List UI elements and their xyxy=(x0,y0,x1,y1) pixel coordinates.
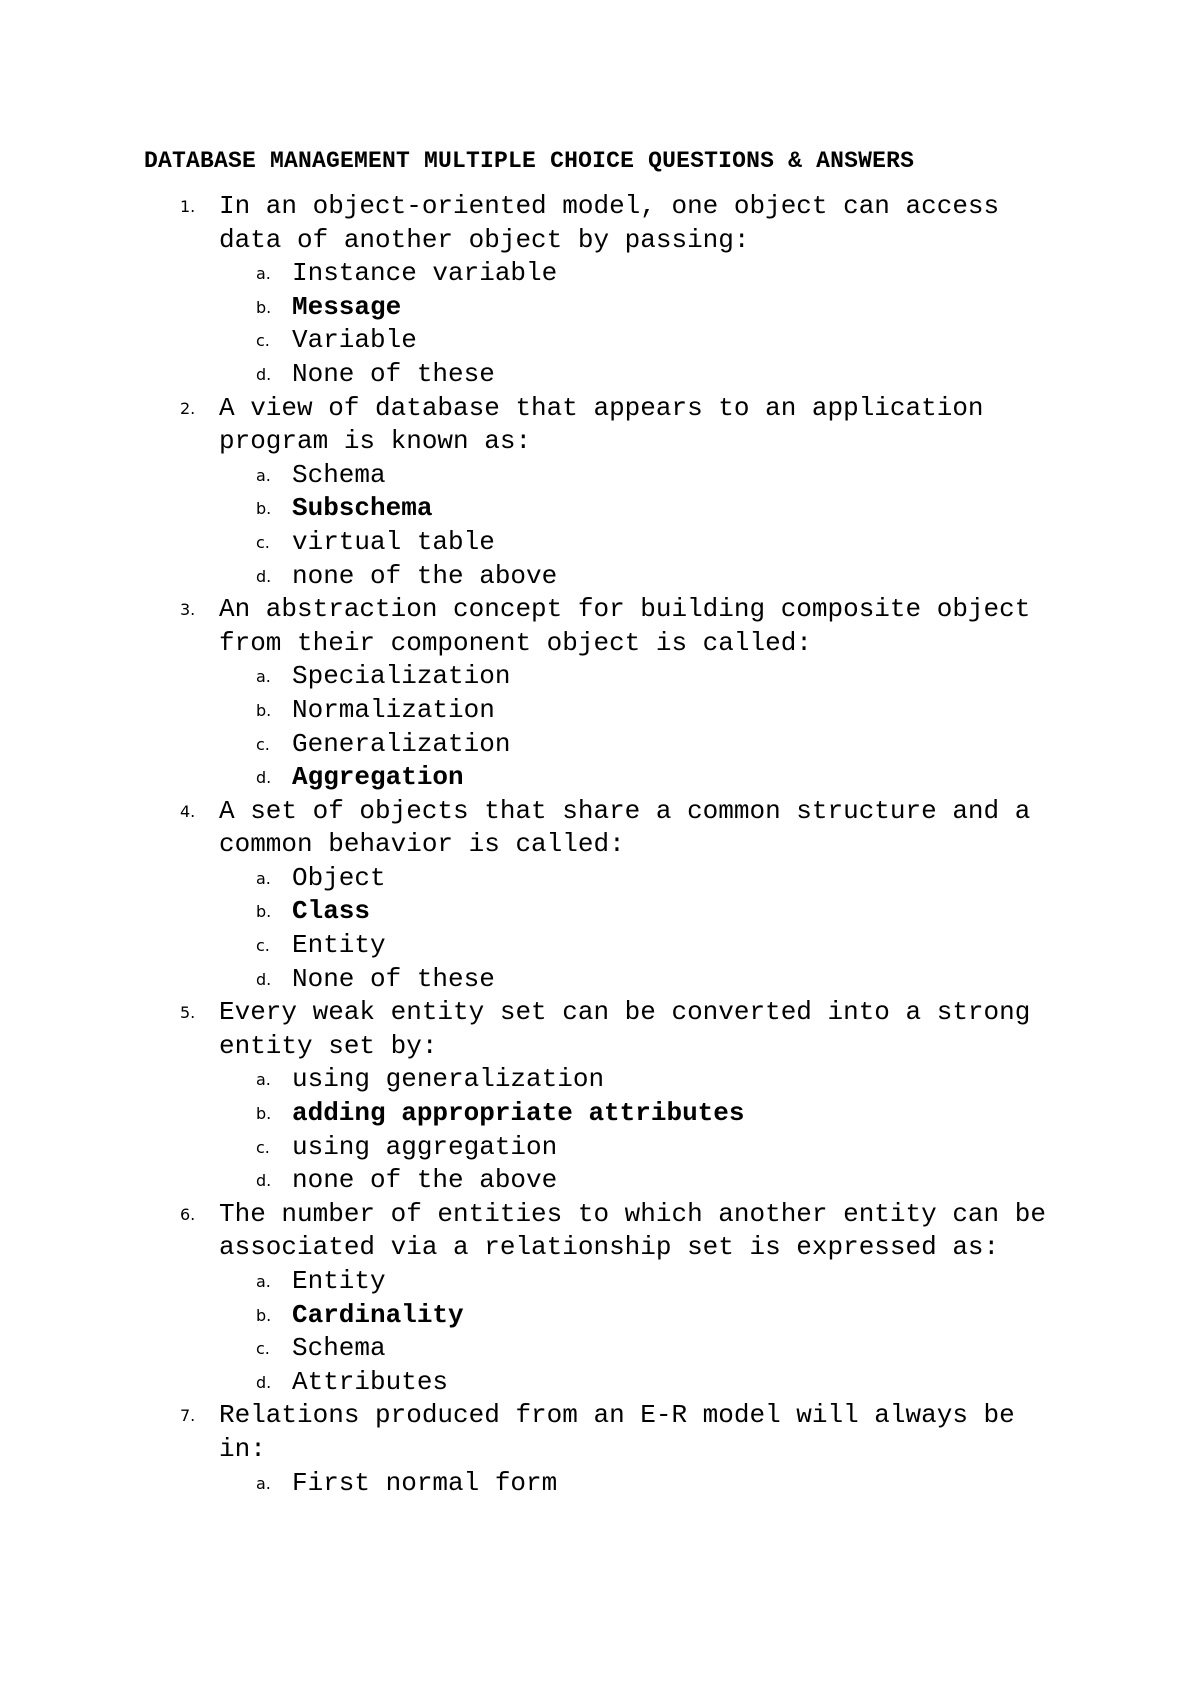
question-number: 1. xyxy=(180,197,196,216)
option-text: Entity xyxy=(292,1266,386,1296)
option-item-correct xyxy=(219,1097,1069,1131)
option-text: Schema xyxy=(292,459,386,490)
option-text: Specialization xyxy=(292,661,511,692)
option-text: using generalization xyxy=(292,1064,605,1095)
option-letter: a. xyxy=(256,667,271,687)
option-letter: c. xyxy=(256,331,270,351)
option-letter: b. xyxy=(256,902,272,922)
question-text: In an object-oriented model, one object can access data of another object by passing: xyxy=(219,191,1000,255)
option-text: virtual table xyxy=(292,526,495,557)
question-number: 4. xyxy=(180,801,196,821)
option-letter: b. xyxy=(256,499,272,519)
question-number: 6. xyxy=(180,1204,196,1224)
option-letter: a. xyxy=(256,1473,271,1493)
option-item xyxy=(219,324,1069,358)
option-item xyxy=(219,694,1069,728)
question-item xyxy=(0,795,1069,997)
option-text: None of these xyxy=(292,358,495,389)
option-letter: a. xyxy=(256,1070,271,1090)
question-text: A view of database that appears to an application program is known as: xyxy=(219,392,984,457)
option-list xyxy=(219,257,1069,391)
option-item xyxy=(219,358,1069,392)
question-item xyxy=(0,392,1069,594)
option-letter: d. xyxy=(256,1171,272,1191)
option-item-correct xyxy=(219,291,1069,325)
question-item xyxy=(0,1198,1069,1400)
option-list xyxy=(219,862,1069,996)
question-item xyxy=(0,190,1069,392)
option-text: First normal form xyxy=(292,1467,558,1498)
option-letter: a. xyxy=(256,465,271,485)
option-item xyxy=(219,1265,1069,1299)
option-item xyxy=(219,963,1069,997)
option-list xyxy=(219,660,1069,794)
option-text: using aggregation xyxy=(292,1131,558,1162)
option-text: Object xyxy=(292,862,386,893)
option-item xyxy=(219,929,1069,963)
question-number: 3. xyxy=(180,600,196,620)
option-item xyxy=(219,526,1069,560)
option-text: Aggregation xyxy=(292,762,464,793)
question-item xyxy=(0,1399,1069,1500)
option-letter: c. xyxy=(256,1339,270,1359)
option-item xyxy=(219,1164,1069,1198)
question-text: Relations produced from an E-R model will always be in: xyxy=(219,1400,1015,1464)
option-item-correct xyxy=(219,1299,1069,1333)
option-letter: c. xyxy=(256,936,270,956)
question-text: A set of objects that share a common structure and a common behavior is called: xyxy=(219,795,1031,860)
option-letter: b. xyxy=(256,1104,272,1124)
option-text: None of these xyxy=(292,963,495,994)
option-item xyxy=(219,459,1069,493)
option-letter: d. xyxy=(256,364,272,384)
question-number: 2. xyxy=(180,398,196,418)
option-letter: c. xyxy=(256,734,270,754)
option-text: Generalization xyxy=(292,728,511,759)
question-text: The number of entities to which another entity can be associated via a relationship set is expressed as: xyxy=(219,1198,1046,1263)
question-number: 5. xyxy=(180,1003,196,1023)
option-text: adding appropriate attributes xyxy=(292,1098,745,1129)
option-text: Message xyxy=(292,291,402,322)
option-item xyxy=(219,1366,1069,1400)
option-letter: a. xyxy=(256,264,271,284)
option-item xyxy=(219,1332,1069,1366)
option-item-correct xyxy=(219,761,1069,795)
option-letter: b. xyxy=(256,700,272,720)
question-number: 7. xyxy=(180,1406,196,1426)
question-text: Every weak entity set can be converted into a strong entity set by: xyxy=(219,997,1031,1061)
option-list xyxy=(219,1467,1069,1501)
option-letter: d. xyxy=(256,566,272,586)
option-text: Schema xyxy=(292,1333,386,1364)
option-text: Normalization xyxy=(292,694,495,725)
document-title: DATABASE MANAGEMENT MULTIPLE CHOICE QUESTIONS & ANSWERS xyxy=(144,148,915,174)
option-list xyxy=(219,459,1069,593)
question-list xyxy=(0,190,1200,1500)
option-item-correct xyxy=(219,895,1069,929)
option-letter: c. xyxy=(256,1137,270,1157)
option-letter: a. xyxy=(256,1272,271,1291)
option-text: Subschema xyxy=(292,493,433,524)
option-text: Attributes xyxy=(292,1366,449,1397)
option-text: Instance variable xyxy=(292,258,558,289)
option-letter: d. xyxy=(256,969,272,989)
option-text: Variable xyxy=(292,325,417,356)
option-text: none of the above xyxy=(292,1165,558,1196)
option-item xyxy=(219,660,1069,694)
option-letter: d. xyxy=(256,1372,272,1392)
question-text: An abstraction concept for building composite object from their component object is called: xyxy=(219,594,1031,658)
option-item xyxy=(219,560,1069,594)
option-letter: a. xyxy=(256,868,271,888)
option-item xyxy=(219,1063,1069,1097)
option-text: Entity xyxy=(292,930,386,961)
option-letter: b. xyxy=(256,1305,272,1325)
option-letter: d. xyxy=(256,768,272,788)
option-item xyxy=(219,257,1069,291)
option-item xyxy=(219,1131,1069,1165)
option-item-correct xyxy=(219,492,1069,526)
option-list xyxy=(219,1265,1069,1399)
question-item xyxy=(0,593,1069,795)
option-text: Cardinality xyxy=(292,1299,464,1330)
question-item xyxy=(0,996,1069,1198)
option-list xyxy=(219,1063,1069,1197)
option-text: none of the above xyxy=(292,560,558,591)
option-letter: c. xyxy=(256,532,270,552)
option-item xyxy=(219,862,1069,896)
option-item xyxy=(219,728,1069,762)
option-text: Class xyxy=(292,896,371,927)
option-letter: b. xyxy=(256,297,272,317)
option-item xyxy=(219,1467,1069,1501)
